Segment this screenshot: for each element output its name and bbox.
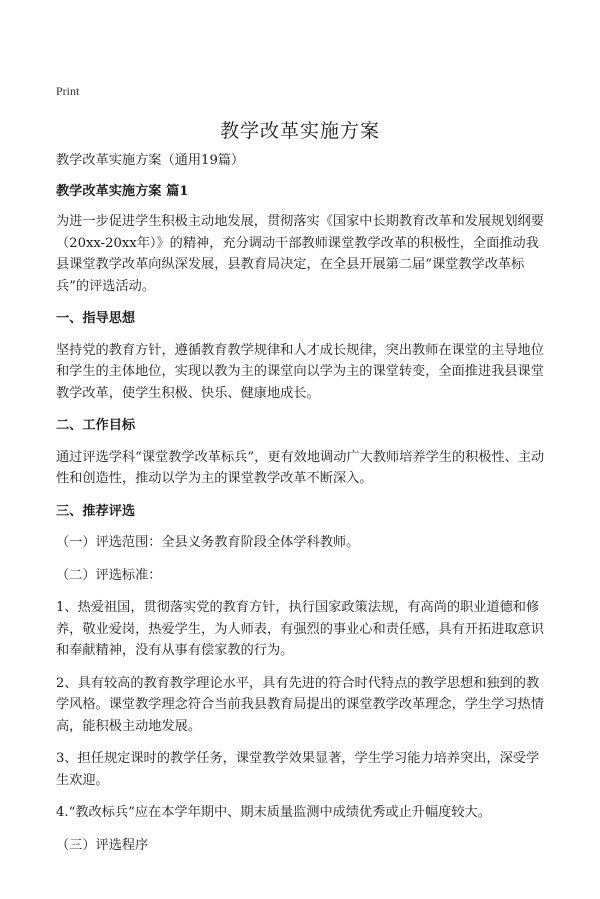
intro-paragraph: 为进一步促进学生积极主动地发展，贯彻落实《国家中长期教育改革和发展规划纲要（20xx-20xx年）》的精神，充分调动干部教师课堂教学改革的积极性，全面推动我县课堂教学改革向纵深发展，县教育局决定，在全县开展第二届“课堂教学改革标兵”的评选活动。	[56, 214, 544, 294]
section-text-goals: 通过评选学科“课堂教学改革标兵”，更有效地调动广大教师培养学生的积极性、主动性和创造性，推动以学为主的课堂教学改革不断深入。	[56, 449, 545, 486]
list-item-criterion-1: 1、热爱祖国，贯彻落实党的教育方针，执行国家政策法规，有高尚的职业道德和修养，敬业爱岗，热爱学生，为人师表，有强烈的事业心和责任感，具有开拓进取意识和奉献精神，没有从事有偿家教的行为。	[56, 600, 544, 658]
section-heading-guiding: 一、指导思想	[56, 311, 136, 326]
list-item-scope: （一）评选范围：全县义务教育阶段全体学科教师。	[56, 535, 360, 550]
print-label: Print	[56, 84, 80, 98]
list-item-criteria: （二）评选标准：	[56, 567, 162, 583]
section-text-guiding: 坚持党的教育方针，遵循教育教学规律和人才成长规律，突出教师在课堂的主导地位和学生的主体地位，实现以教为主的课堂向以学为主的课堂转变，全面推进我县课堂教学改革，使学生积极、快乐、健康地成长。	[56, 342, 544, 401]
document-body	[56, 150, 552, 867]
section-heading-selection: 三、推荐评选	[56, 503, 136, 519]
document-title: 教学改革实施方案	[219, 120, 380, 142]
document-subtitle: 教学改革实施方案（通用19篇）	[56, 153, 245, 168]
list-item-criterion-4: 4.“教改标兵”应在本学年期中、期末质量监测中成绩优秀或止升幅度较大。	[56, 805, 491, 820]
list-item-criterion-2: 2、具有较高的教育教学理论水平，具有先进的符合时代特点的教学思想和独到的教学风格。课堂教学理念符合当前我县教育局提出的课堂教学改革理念，学生学习热情高，能积极主动地发展。	[56, 675, 544, 734]
article-heading: 教学改革实施方案 篇1	[56, 183, 189, 199]
list-item-criterion-3: 3、担任规定课时的教学任务，课堂教学效果显著，学生学习能力培养突出，深受学生欢迎。	[56, 751, 540, 788]
list-item-procedure: （三）评选程序	[56, 837, 149, 853]
section-heading-goals: 二、工作目标	[56, 418, 136, 433]
